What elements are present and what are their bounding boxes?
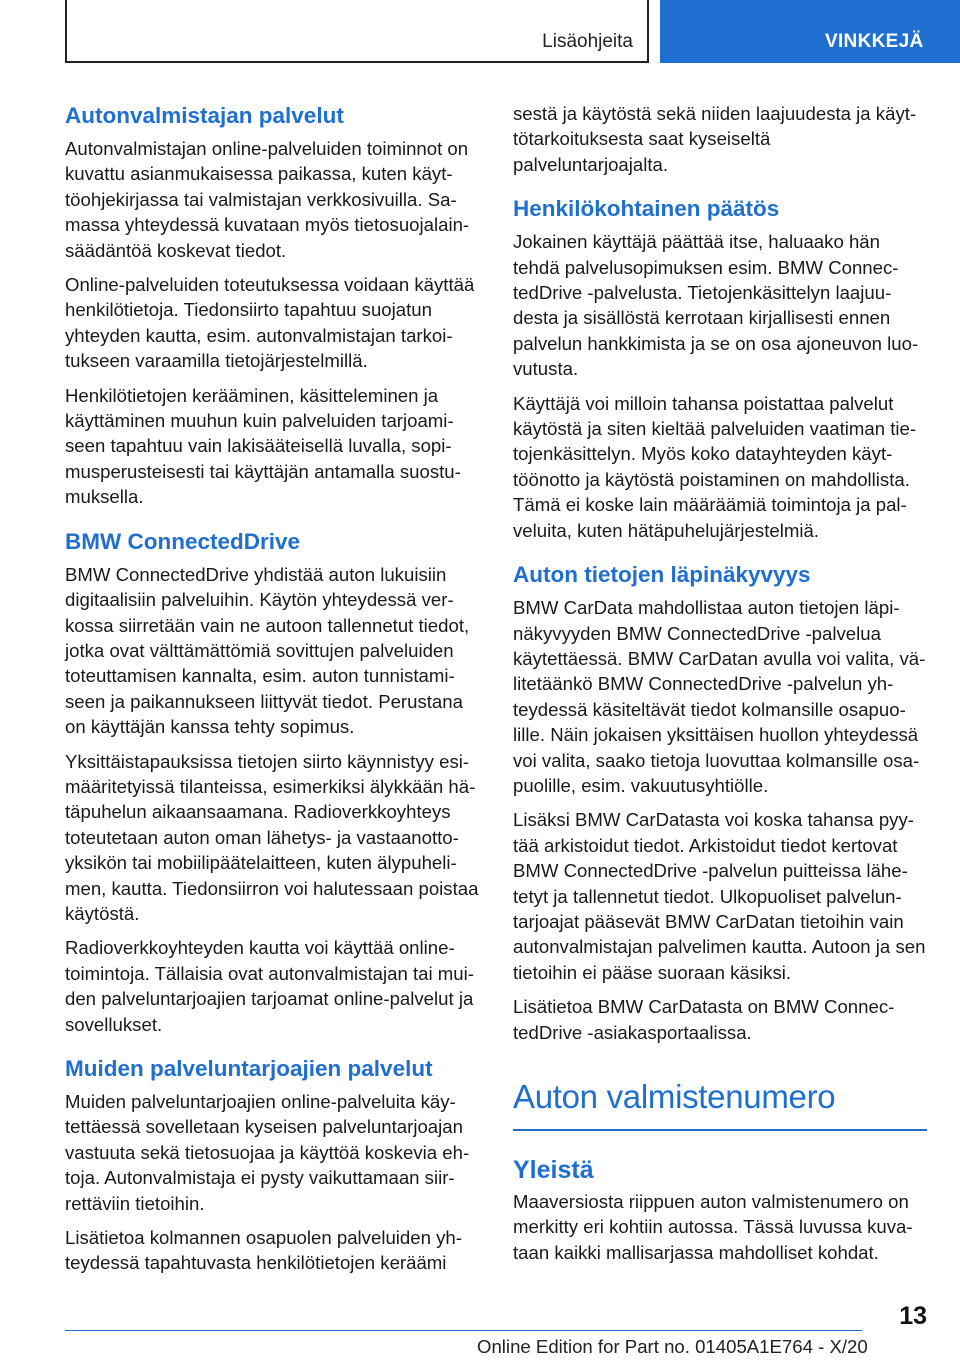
heading-henkilokohtainen-paatos: Henkilökohtainen päätös — [513, 196, 780, 222]
right-column — [513, 101, 927, 1274]
paragraph: BMW ConnectedDrive yhdistää auton lukuisiin digitaalisiin palveluihin. Käytön yhteydessä verkossa siirretään vain ne autoon tallennetut tiedot, jotka ovat välttämättömiä sovittujen palveluiden toteuttamisen kannalta, esim. auton tunnistamiseen ja paikannukseen liittyvät tiedot. Perustana on käyttäjän kanssa tehty sopimus. — [65, 563, 470, 738]
header-frame — [65, 0, 649, 63]
heading-autonvalmistajan-palvelut: Autonvalmistajan palvelut — [65, 103, 344, 128]
paragraph: Käyttäjä voi milloin tahansa poistattaa palvelut käytöstä ja siten kieltää palveluiden vaatiman tietojenkäsittelyn. Myös koko datayhteyden käyttöönotto ja käytöstä poistaminen on mahdollista. Tämä ei koske lain määräämiä toimintoja ja palveluita, kuten hätäpuhelujärjestelmiä. — [513, 392, 917, 541]
page-number: 13 — [899, 1302, 927, 1330]
heading-muiden-palveluntarjoajien: Muiden palveluntarjoajien palvelut — [65, 1056, 433, 1081]
header-chapter-tab[interactable] — [660, 0, 960, 63]
header-chapter-label: VINKKEJÄ — [825, 31, 924, 52]
footer-edition-text: Online Edition for Part no. 01405A1E764 - X/20 — [477, 1336, 868, 1357]
paragraph: Lisätietoa BMW CarDatasta on BMW ConnectedDrive -asiakasportaalissa. — [513, 996, 895, 1043]
chapter-title-rule — [513, 1129, 927, 1131]
heading-bmw-connecteddrive: BMW ConnectedDrive — [65, 528, 301, 554]
paragraph: Lisätietoa kolmannen osapuolen palveluiden yhteydessä tapahtuvasta henkilötietojen keräämi — [65, 1227, 462, 1274]
footer-rule — [65, 1330, 862, 1331]
left-column — [65, 100, 479, 1285]
paragraph: Autonvalmistajan online-palveluiden toiminnot on kuvattu asianmukaisessa paikassa, kuten käyttöohjekirjassa tai valmistajan verkkosivuilla. Samassa yhteydessä kuvataan myös tietosuojalainsäädäntöä koskevat tiedot. — [65, 138, 470, 261]
header-section-title: Lisäohjeita — [542, 31, 633, 52]
heading-auton-tietojen-lapinakyvyys: Auton tietojen läpinäkyvyys — [513, 562, 811, 588]
paragraph: Henkilötietojen kerääminen, käsitteleminen ja käyttäminen muuhun kuin palveluiden tarjoamiseen tapahtuu vain lakisääteisellä luvalla, sopimusperusteisesti tai käyttäjän antamalla suostumuksella. — [65, 384, 461, 508]
paragraph: Online-palveluiden toteutuksessa voidaan käyttää henkilötietoja. Tiedonsiirto tapahtuu suojatun yhteyden kautta, esim. autonvalmistajan tarkoitukseen varaamilla tietojärjestelmillä. — [65, 274, 475, 372]
paragraph: Muiden palveluntarjoajien online-palveluita käytettäessä sovelletaan kyseisen palveluntarjoajan vastuuta sekä tietosuojaa ja käyttöä koskevia ehtoja. Autonvalmistaja ei pysty vaikuttamaan siirrettäviin tietoihin. — [65, 1091, 470, 1214]
paragraph: sestä ja käytöstä sekä niiden laajuudesta ja käyttötarkoituksesta saat kyseiseltä palveluntarjoajalta. — [513, 103, 917, 175]
paragraph: BMW CarData mahdollistaa auton tietojen läpinäkyvyyden BMW ConnectedDrive -palvelua käytettäessä. BMW CarDatan avulla voi valita, välitetäänkö BMW ConnectedDrive -palvelun yhteydessä käsiteltävät tiedot kolmansille osapuolille. Näin jokaisen yksittäisen huollon yhteydessä voi valita, saako tietoja luovuttaa kolmansille osapuolille, esim. vakuutusyhtiölle. — [513, 597, 926, 796]
paragraph: Jokainen käyttäjä päättää itse, haluaako hän tehdä palvelusopimuksen esim. BMW ConnectedDrive -palvelusta. Tietojenkäsittelyn laajuudesta ja sisällöstä kerrotaan kirjallisesti ennen palvelun hankkimista ja se on osa ajoneuvon luovutusta. — [513, 231, 919, 380]
paragraph: Radioverkkoyhteyden kautta voi käyttää online-toimintoja. Tällaisia ovat autonvalmistajan tai muiden palveluntarjoajien tarjoamat online-palvelut ja sovellukset. — [65, 937, 474, 1035]
chapter-title-auton-valmistenumero: Auton valmistenumero — [513, 1078, 836, 1115]
paragraph: Lisäksi BMW CarDatasta voi koska tahansa pyytää arkistoidut tiedot. Arkistoidut tiedot kertovat BMW ConnectedDrive -palvelun puitteissa lähetetyt ja tallennetut tiedot. Ulkopuoliset palveluntarjoajat pääsevät BMW CarDatan tietoihin vain autonvalmistajan palvelimen kautta. Autoon ja sen tietoihin ei pääse suoraan käsiksi. — [513, 809, 926, 983]
paragraph: Yksittäistapauksissa tietojen siirto käynnistyy esimääritetyissä tilanteissa, esimerkiksi älykkään hätäpuhelun aikaansaamana. Radioverkkoyhteys toteutetaan auton oman lähetys- ja vastaanottoyksikön tai mobiilipäätelaitteen, kuten älypuhelimen, kautta. Tiedonsiirron voi halutessaan poistaa käytöstä. — [65, 750, 479, 924]
paragraph: Maaversiosta riippuen auton valmistenumero on merkitty eri kohtiin autossa. Tässä luvussa kuvataan kaikki mallisarjassa mahdolliset kohdat. — [513, 1191, 913, 1263]
heading-yleista: Yleistä — [513, 1156, 594, 1184]
